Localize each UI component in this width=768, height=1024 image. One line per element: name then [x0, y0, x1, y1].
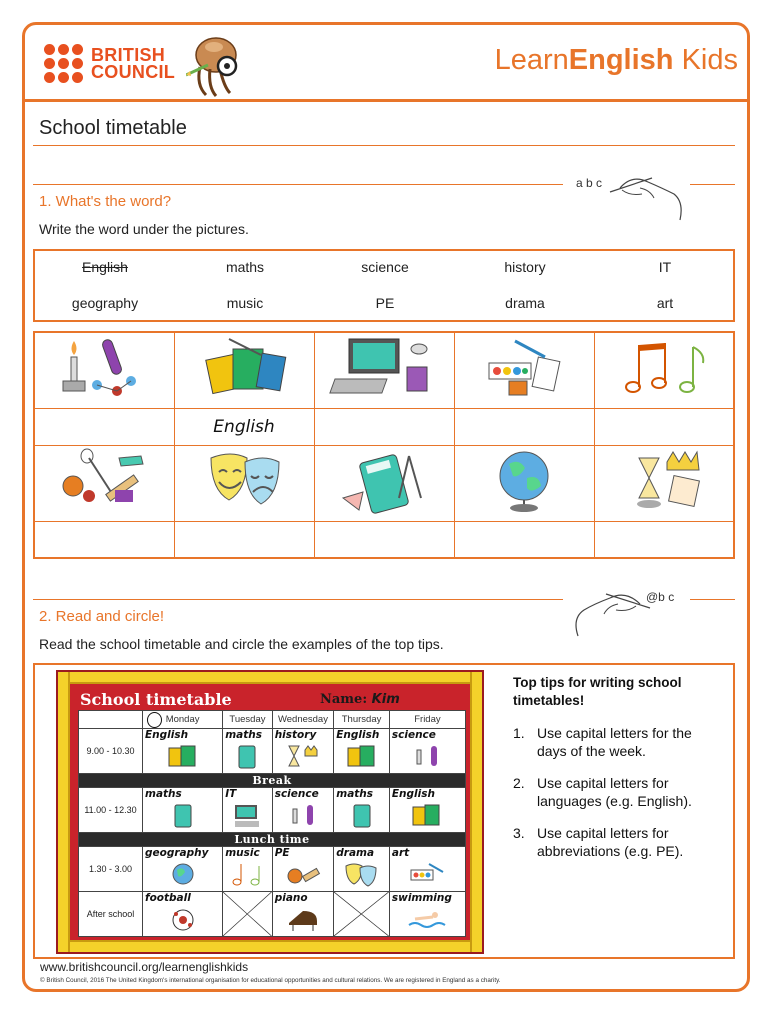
answer-cell[interactable]	[454, 408, 594, 445]
section1-title: 1. What's the word?	[39, 193, 172, 210]
day-header: Friday	[389, 711, 465, 729]
globe-icon	[469, 448, 579, 514]
word-bank-item: music	[226, 295, 264, 311]
picture-cell	[454, 332, 594, 408]
word-bank-item: IT	[658, 259, 672, 275]
word-bank-item: history	[504, 259, 546, 275]
tips-heading: Top tips for writing school timetables!	[513, 675, 682, 708]
swimmer-icon	[407, 907, 447, 933]
time-cell: After school	[79, 892, 143, 937]
tip-item: 2. Use capital letters for languages (e.g. English).	[513, 775, 692, 809]
circle-mark	[147, 712, 162, 728]
empty-cell	[334, 892, 390, 937]
day-header: Thursday	[334, 711, 390, 729]
name-label: Name:	[320, 692, 368, 707]
answer-cell[interactable]	[594, 521, 734, 558]
product-name-regular: Learn	[494, 44, 569, 76]
section2-rule-right	[690, 599, 735, 600]
time-cell: 1.30 - 3.00	[79, 847, 143, 892]
pencil-border-top	[58, 672, 482, 684]
computer-icon	[227, 803, 267, 829]
picture-cell	[34, 445, 174, 521]
lesson-cell: science	[389, 729, 465, 774]
pencil-border-left	[58, 672, 70, 952]
lesson-cell: science	[272, 788, 334, 833]
corner-cell	[79, 711, 143, 729]
tip-item: 1. Use capital letters for the days of the week.	[513, 725, 692, 759]
section1-rule-left	[33, 184, 563, 185]
word-bank-item: science	[361, 259, 409, 275]
calculator-icon	[329, 448, 439, 514]
brand-name	[91, 44, 176, 82]
lesson-cell: music	[223, 847, 272, 892]
picture-cell	[174, 445, 314, 521]
lesson-cell: football	[143, 892, 223, 937]
paints-icon	[469, 335, 579, 401]
mascot-icon	[186, 33, 252, 99]
piano-icon	[283, 907, 323, 933]
lesson-cell: maths	[223, 729, 272, 774]
lesson-cell: geography	[143, 847, 223, 892]
books-icon	[407, 803, 447, 829]
name-value: Kim	[371, 692, 400, 707]
calculator-icon	[163, 803, 203, 829]
tip-item: 3. Use capital letters for abbreviations (e.g. PE).	[513, 825, 684, 859]
section2-rule-left	[33, 599, 563, 600]
answer-cell[interactable]	[174, 408, 314, 445]
picture-cell	[454, 445, 594, 521]
timetable-title: School timetable	[80, 690, 232, 709]
learnenglish-kids-logo[interactable]	[495, 44, 738, 77]
empty-cell	[223, 892, 272, 937]
lesson-cell: PE	[272, 847, 334, 892]
page-title: School timetable	[39, 117, 187, 139]
lesson-cell: art	[389, 847, 465, 892]
globe-icon	[163, 862, 203, 888]
section2-instruction: Read the school timetable and circle the examples of the top tips.	[39, 636, 444, 652]
calculator-icon	[227, 744, 267, 770]
picture-cell	[34, 332, 174, 408]
brand-line-2: COUNCIL	[91, 61, 176, 82]
lesson-cell: English	[334, 729, 390, 774]
break-band: Break	[79, 774, 466, 788]
lesson-cell: maths	[143, 788, 223, 833]
footer-url[interactable]: www.britishcouncil.org/learnenglishkids	[40, 960, 249, 974]
picture-cell	[594, 332, 734, 408]
word-bank-item: maths	[225, 259, 265, 275]
calculator-icon	[342, 803, 382, 829]
answer-cell[interactable]	[314, 408, 454, 445]
science-set-icon	[49, 335, 159, 401]
picture-grid	[33, 331, 735, 559]
picture-cell	[314, 332, 454, 408]
books-icon	[189, 335, 299, 401]
brand-line-1: BRITISH	[91, 44, 166, 65]
history-items-icon	[609, 448, 719, 514]
timetable-grid	[78, 710, 466, 937]
lesson-cell: English	[143, 729, 223, 774]
answer-cell[interactable]	[34, 408, 174, 445]
music-notes-icon	[609, 335, 719, 401]
timetable-poster	[56, 670, 484, 954]
lesson-cell: English	[389, 788, 465, 833]
pencil-border-right	[470, 672, 482, 952]
word-bank	[33, 249, 735, 322]
product-name-suffix: Kids	[673, 44, 738, 76]
section2-title: 2. Read and circle!	[39, 608, 165, 625]
pencil-border-bottom	[58, 940, 482, 952]
time-cell: 11.00 - 12.30	[79, 788, 143, 833]
picture-cell	[174, 332, 314, 408]
answer-cell[interactable]	[34, 521, 174, 558]
cross-out-icon	[223, 892, 271, 936]
lesson-cell: swimming	[389, 892, 465, 937]
lesson-cell: history	[272, 729, 334, 774]
hand-letters: @b c	[646, 590, 675, 604]
day-header: Tuesday	[223, 711, 272, 729]
word-bank-item: geography	[71, 295, 139, 311]
picture-cell	[314, 445, 454, 521]
footer-copyright: © British Council, 2016 The United Kingdom's international organisation for educational opportunities and cultural relations. We are registered in England as a charity.	[40, 977, 501, 984]
title-rule	[33, 145, 735, 146]
header-divider	[24, 99, 748, 102]
theatre-masks-icon	[342, 862, 382, 888]
books-icon	[163, 744, 203, 770]
sports-equipment-icon	[49, 448, 159, 514]
section1-rule-right	[690, 184, 735, 185]
history-items-icon	[283, 744, 323, 770]
answer-cell[interactable]	[314, 521, 454, 558]
top-tips	[513, 674, 723, 860]
example-answer: English	[213, 416, 275, 437]
day-header: Monday	[143, 711, 223, 729]
paints-icon	[407, 862, 447, 888]
british-council-logo[interactable]	[44, 44, 175, 83]
word-bank-item: English	[82, 259, 128, 275]
science-set-icon	[407, 744, 447, 770]
computer-icon	[329, 335, 439, 401]
timetable-name	[320, 692, 400, 707]
section1-instruction: Write the word under the pictures.	[39, 221, 249, 237]
lunch-band: Lunch time	[79, 833, 466, 847]
cross-out-icon	[334, 892, 389, 936]
hand-letters: a b c	[576, 176, 603, 190]
lesson-cell: maths	[334, 788, 390, 833]
sports-equipment-icon	[283, 862, 323, 888]
word-bank-item: drama	[505, 295, 545, 311]
lesson-cell: IT	[223, 788, 272, 833]
music-notes-icon	[227, 862, 267, 888]
science-set-icon	[283, 803, 323, 829]
answer-cell[interactable]	[174, 521, 314, 558]
lesson-cell: drama	[334, 847, 390, 892]
logo-dots-icon	[44, 44, 83, 83]
answer-cell[interactable]	[454, 521, 594, 558]
writing-hand-icon	[570, 582, 690, 642]
theatre-masks-icon	[189, 448, 299, 514]
answer-cell[interactable]	[594, 408, 734, 445]
writing-hand-icon	[570, 168, 690, 228]
word-bank-item: art	[656, 295, 674, 311]
product-name-bold: English	[568, 44, 674, 76]
picture-cell	[594, 445, 734, 521]
day-header: Wednesday	[272, 711, 334, 729]
time-cell: 9.00 - 10.30	[79, 729, 143, 774]
books-icon	[342, 744, 382, 770]
football-icon	[163, 907, 203, 933]
word-bank-item: PE	[375, 295, 395, 311]
lesson-cell: piano	[272, 892, 334, 937]
